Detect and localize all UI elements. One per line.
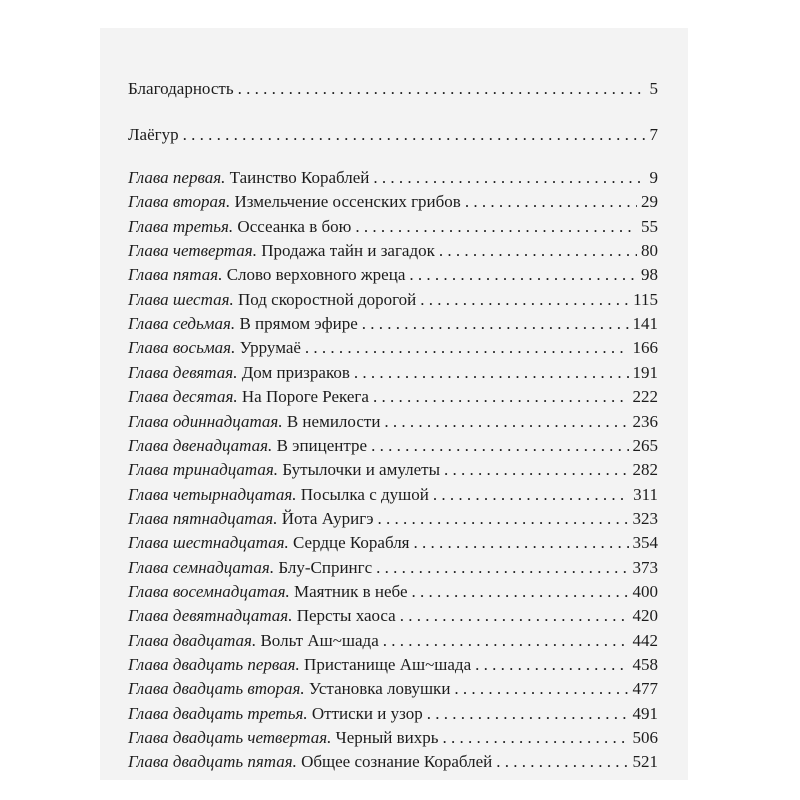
leader-dots (305, 337, 629, 359)
front-matter-entry (128, 78, 658, 100)
entry-title (128, 337, 301, 359)
leader-dots (475, 654, 628, 676)
chapter-number: Глава девятнадцатая. (128, 606, 293, 625)
page-number: 458 (632, 655, 658, 674)
chapter-number: Глава пятая. (128, 265, 223, 284)
chapter-number: Глава третья. (128, 217, 234, 236)
entry-title (128, 435, 367, 457)
chapter-number: Глава двадцать четвертая. (128, 728, 332, 747)
entry-title (128, 124, 179, 146)
entry-title (128, 216, 351, 238)
entry-title (128, 557, 372, 579)
leader-dots (371, 435, 628, 457)
page-number: 265 (632, 436, 658, 455)
chapter-entry (128, 484, 658, 506)
chapter-number: Глава четвертая. (128, 241, 257, 260)
chapter-entry (128, 264, 658, 286)
chapter-entry (128, 557, 658, 579)
chapter-title: Измельчение оссенских грибов (234, 192, 461, 211)
chapter-number: Глава восьмая. (128, 338, 236, 357)
chapter-entry (128, 459, 658, 481)
entry-title (128, 362, 350, 384)
chapter-title: В прямом эфире (239, 314, 358, 333)
chapter-title: В эпицентре (276, 436, 368, 455)
chapter-title: Маятник в небе (293, 582, 408, 601)
leader-dots (433, 484, 629, 506)
leader-dots (465, 191, 637, 213)
entry-title (128, 532, 410, 554)
chapter-title: Лаёгур (128, 125, 179, 144)
page-number: 80 (641, 241, 658, 260)
leader-dots (442, 727, 628, 749)
page-number: 29 (641, 192, 658, 211)
chapter-entry (128, 313, 658, 335)
chapter-number: Глава семнадцатая. (128, 558, 275, 577)
page-number: 5 (649, 79, 658, 98)
chapter-number: Глава вторая. (128, 192, 231, 211)
chapter-number: Глава двадцать пятая. (128, 752, 297, 771)
book-page (100, 28, 688, 780)
chapter-number: Глава четырнадцатая. (128, 485, 297, 504)
page-number: 191 (632, 363, 658, 382)
chapter-number: Глава двадцать первая. (128, 655, 300, 674)
chapter-number: Глава восемнадцатая. (128, 582, 290, 601)
chapter-entry (128, 411, 658, 433)
chapter-title: Оттиски и узор (311, 704, 423, 723)
chapter-title: В немилости (286, 412, 381, 431)
chapter-title: На Пороге Рекега (241, 387, 369, 406)
chapter-entry (128, 532, 658, 554)
leader-dots (439, 240, 637, 262)
page-number: 115 (633, 290, 658, 309)
leader-dots (496, 751, 628, 773)
leader-dots (238, 78, 646, 100)
chapter-number: Глава девятая. (128, 363, 238, 382)
page-number: 222 (632, 387, 658, 406)
leader-dots (383, 630, 629, 652)
page-number: 506 (632, 728, 658, 747)
entry-title (128, 386, 369, 408)
entry-title (128, 654, 471, 676)
chapter-number: Глава двенадцатая. (128, 436, 273, 455)
chapter-number: Глава двадцатая. (128, 631, 257, 650)
chapter-number: Глава одиннадцатая. (128, 412, 283, 431)
chapter-title: Блу-Спрингс (278, 558, 373, 577)
chapter-number: Глава двадцать третья. (128, 704, 308, 723)
leader-dots (373, 167, 645, 189)
chapter-title: Общее сознание Кораблей (301, 752, 493, 771)
leader-dots (355, 216, 637, 238)
entry-title (128, 240, 435, 262)
entry-title (128, 459, 440, 481)
entry-title (128, 605, 396, 627)
entry-title (128, 264, 405, 286)
chapter-number: Глава первая. (128, 168, 226, 187)
chapter-entry (128, 630, 658, 652)
leader-dots (444, 459, 629, 481)
chapter-entry (128, 508, 658, 530)
leader-dots (454, 678, 628, 700)
chapter-number: Глава пятнадцатая. (128, 509, 278, 528)
entry-title (128, 191, 461, 213)
chapter-entry (128, 727, 658, 749)
page-number: 521 (632, 752, 658, 771)
page-number: 7 (649, 125, 658, 144)
chapter-title: Под скоростной дорогой (238, 290, 417, 309)
leader-dots (384, 411, 628, 433)
chapter-title: Персты хаоса (296, 606, 396, 625)
chapter-title: Установка ловушки (308, 679, 451, 698)
entry-title (128, 581, 408, 603)
entry-title (128, 703, 423, 725)
chapter-title: Оссеанка в бою (237, 217, 352, 236)
leader-dots (362, 313, 629, 335)
leader-dots (354, 362, 629, 384)
chapter-title: Продажа тайн и загадок (261, 241, 435, 260)
chapter-title: Вольт Аш~шада (260, 631, 379, 650)
chapter-title: Пристанище Аш~шада (304, 655, 472, 674)
chapter-title: Йота Ауригэ (281, 509, 374, 528)
leader-dots (412, 581, 629, 603)
page-number: 420 (632, 606, 658, 625)
page-number: 166 (632, 338, 658, 357)
entry-title (128, 289, 416, 311)
chapter-entry (128, 386, 658, 408)
chapter-number: Глава тринадцатая. (128, 460, 279, 479)
chapter-number: Глава шестая. (128, 290, 234, 309)
leader-dots (376, 557, 628, 579)
chapter-title: Благодарность (128, 79, 234, 98)
page-number: 311 (633, 485, 658, 504)
page-number: 354 (632, 533, 658, 552)
leader-dots (183, 124, 646, 146)
chapter-entry (128, 678, 658, 700)
chapter-title: Посылка с душой (300, 485, 429, 504)
chapter-number: Глава седьмая. (128, 314, 236, 333)
chapter-entry (128, 435, 658, 457)
leader-dots (373, 386, 629, 408)
page-number: 236 (632, 412, 658, 431)
page-number: 55 (641, 217, 658, 236)
chapter-entry (128, 581, 658, 603)
page-number: 491 (632, 704, 658, 723)
entry-title (128, 411, 380, 433)
chapter-title: Уррумаё (239, 338, 301, 357)
entry-title (128, 167, 369, 189)
chapter-number: Глава десятая. (128, 387, 238, 406)
leader-dots (427, 703, 629, 725)
chapter-entry (128, 654, 658, 676)
entry-title (128, 508, 374, 530)
entry-title (128, 751, 492, 773)
leader-dots (400, 605, 629, 627)
chapter-title: Сердце Корабля (293, 533, 410, 552)
page-number: 323 (632, 509, 658, 528)
leader-dots (420, 289, 629, 311)
chapter-entry (128, 216, 658, 238)
page-number: 477 (632, 679, 658, 698)
entry-title (128, 484, 429, 506)
chapter-entry (128, 191, 658, 213)
page-number: 442 (632, 631, 658, 650)
chapter-entry (128, 337, 658, 359)
leader-dots (414, 532, 629, 554)
chapter-entry (128, 751, 658, 773)
chapter-entry (128, 362, 658, 384)
front-matter-entry (128, 124, 658, 146)
page-number: 282 (632, 460, 658, 479)
chapter-entry (128, 167, 658, 189)
page-number: 400 (632, 582, 658, 601)
entry-title (128, 727, 438, 749)
chapter-title: Бутылочки и амулеты (282, 460, 440, 479)
page-number: 98 (641, 265, 658, 284)
entry-title (128, 630, 379, 652)
chapter-entry (128, 240, 658, 262)
entry-title (128, 78, 234, 100)
leader-dots (409, 264, 637, 286)
page-number: 9 (649, 168, 658, 187)
entry-title (128, 313, 358, 335)
chapter-title: Дом призраков (241, 363, 350, 382)
chapter-entry (128, 605, 658, 627)
leader-dots (378, 508, 629, 530)
page-number: 373 (632, 558, 658, 577)
chapter-title: Слово верховного жреца (226, 265, 406, 284)
chapter-entry (128, 703, 658, 725)
entry-title (128, 678, 450, 700)
chapter-title: Черный вихрь (335, 728, 439, 747)
chapter-entry (128, 289, 658, 311)
chapter-number: Глава двадцать вторая. (128, 679, 305, 698)
chapter-title: Таинство Кораблей (229, 168, 370, 187)
chapter-number: Глава шестнадцатая. (128, 533, 289, 552)
page-number: 141 (632, 314, 658, 333)
